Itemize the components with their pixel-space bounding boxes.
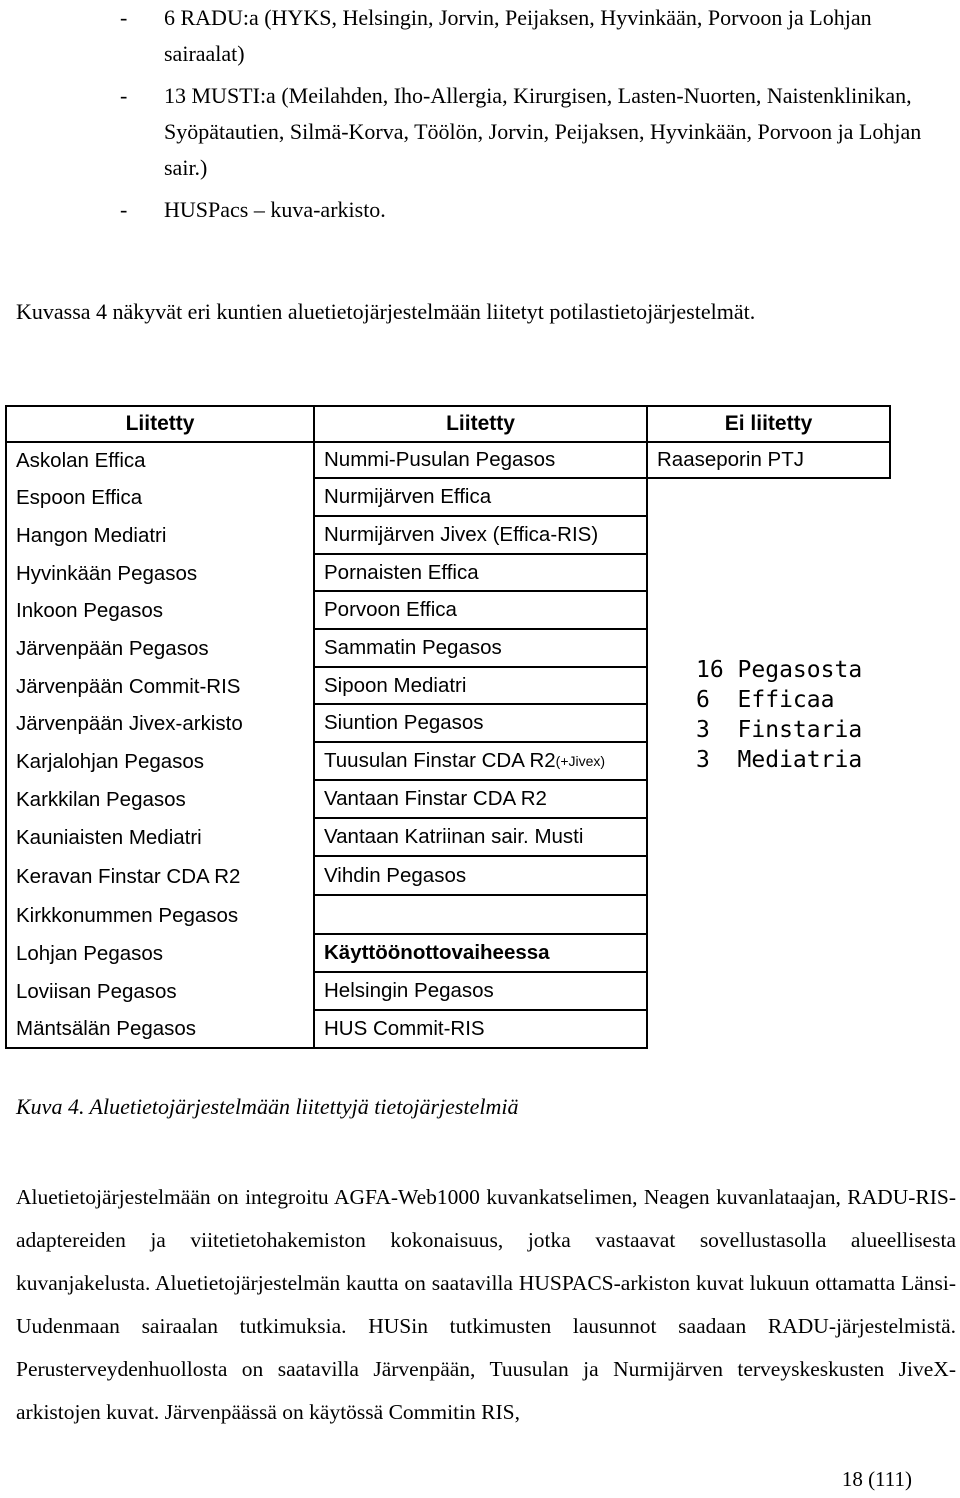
table-cell: Pornaisten Effica <box>315 555 648 592</box>
bullet-list <box>120 0 950 234</box>
table-cell: Mäntsälän Pegasos <box>5 1011 315 1049</box>
table-cell: Järvenpään Commit-RIS <box>5 668 315 705</box>
table-cell: Keravan Finstar CDA R2 <box>5 857 315 896</box>
intro-text: Kuvassa 4 näkyvät eri kuntien aluetietojärjestelmään liitetyt potilastietojärjestelmät. <box>16 299 756 324</box>
bullet-marker: - <box>120 197 128 222</box>
table-cell: HUS Commit-RIS <box>315 1011 648 1049</box>
table-cell: Kauniaisten Mediatri <box>5 819 315 857</box>
table-cell: Järvenpään Jivex-arkisto <box>5 705 315 743</box>
page-number: 18 (111) <box>841 1467 912 1491</box>
table-cell: Inkoon Pegasos <box>5 592 315 630</box>
bullet-text: 6 RADU:a (HYKS, Helsingin, Jorvin, Peijaksen, Hyvinkään, Porvoon ja Lohjan sairaalat) <box>164 5 872 66</box>
table-cell: Vantaan Katriinan sair. Musti <box>315 819 648 857</box>
table-cell: Espoon Effica <box>5 479 315 517</box>
table-cell: Nurmijärven Jivex (Effica-RIS) <box>315 517 648 555</box>
table-cell: Järvenpään Pegasos <box>5 630 315 668</box>
table-cell: Tuusulan Finstar CDA R2 (+Jivex) <box>315 743 648 781</box>
header-cell: Liitetty <box>315 405 648 443</box>
figure-caption: Kuva 4. Aluetietojärjestelmään liitettyjä tietojärjestelmiä <box>16 1094 519 1119</box>
table-cell: Siuntion Pegasos <box>315 705 648 743</box>
table-cell: Loviisan Pegasos <box>5 973 315 1011</box>
summary-line: 3 Mediatria <box>696 747 863 773</box>
table-cell: Sipoon Mediatri <box>315 668 648 705</box>
table-cell: Porvoon Effica <box>315 592 648 630</box>
bullet-item <box>120 0 950 72</box>
table-cell: Nummi-Pusulan Pegasos <box>315 442 648 479</box>
bullet-marker: - <box>120 5 128 30</box>
table-cell: Raaseporin PTJ <box>648 442 891 479</box>
table-cell: Kirkkonummen Pegasos <box>5 896 315 935</box>
summary-line: 3 Finstaria <box>696 717 863 743</box>
summary-line: 6 Efficaa <box>696 687 835 713</box>
summary-line: 16 Pegasosta <box>696 657 863 683</box>
header-cell: Ei liitetty <box>648 405 891 443</box>
bullet-text: HUSPacs – kuva-arkisto. <box>164 197 386 222</box>
table-cell: Vantaan Finstar CDA R2 <box>315 781 648 819</box>
table-cell: Hangon Mediatri <box>5 517 315 555</box>
table-cell: Vihdin Pegasos <box>315 857 648 896</box>
jivex-note: (+Jivex) <box>555 753 606 769</box>
table-cell: Nurmijärven Effica <box>315 479 648 517</box>
bullet-text: 13 MUSTI:a (Meilahden, Iho-Allergia, Kirurgisen, Lasten-Nuorten, Naistenklinikan, Syöpätautien, Silmä-Korva, Töölön, Jorvin, Peijaksen, Hyvinkään, Porvoon ja Lohjan sair.) <box>164 83 922 180</box>
table-cell: Askolan Effica <box>5 442 315 479</box>
table-cell <box>315 896 648 935</box>
table-cell: Käyttöönottovaiheessa <box>315 935 648 973</box>
table-cell: Sammatin Pegasos <box>315 630 648 668</box>
table-cell: Helsingin Pegasos <box>315 973 648 1011</box>
bullet-item <box>120 78 950 186</box>
table-cell: Karjalohjan Pegasos <box>5 743 315 781</box>
table-cell: Hyvinkään Pegasos <box>5 555 315 592</box>
summary-box <box>696 655 862 775</box>
body-paragraph: Aluetietojärjestelmään on integroitu AGFA-Web1000 kuvankatselimen, Neagen kuvanlataajan, RADU-RIS-adaptereiden ja viitetietohakemiston kokonaisuus, jotka vastaavat sovellustasolla alueellisesta kuvanjakelusta. Aluetietojärjestelmän kautta on saatavilla HUSPACS-arkiston kuvat lukuun ottamatta Länsi-Uudenmaan sairaalan tutkimuksia. HUSin tutkimusten lausunnot saadaan RADU-järjestelmistä. Perusterveydenhuollosta on saatavilla Järvenpään, Tuusulan ja Nurmijärven terveyskeskusten JiveX-arkistojen kuvat. Järvenpäässä on käytössä Commitin RIS, <box>16 1185 956 1424</box>
table-cell: Lohjan Pegasos <box>5 935 315 973</box>
bullet-marker: - <box>120 83 128 108</box>
table-cell: Karkkilan Pegasos <box>5 781 315 819</box>
bullet-item <box>120 192 950 228</box>
header-cell: Liitetty <box>5 405 315 443</box>
